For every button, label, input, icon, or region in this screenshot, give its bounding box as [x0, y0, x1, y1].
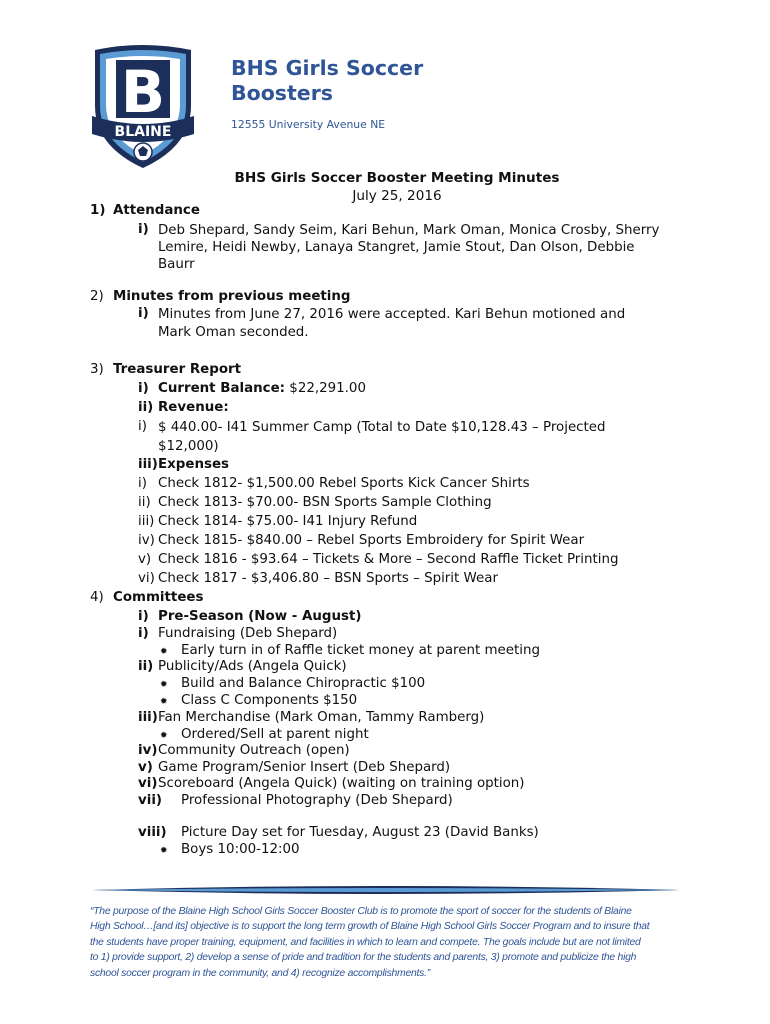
quote-line: to 1) provide support, 2) develop a sense of pride and tradition for the students and parents, 3) promote and publicize the high: [90, 952, 637, 964]
expense-item: Check 1812- $1,500.00 Rebel Sports Kick Cancer Shirts: [158, 476, 530, 491]
expense-number: ii): [138, 495, 151, 510]
quote-line: High School…[and its] objective is to support the long term growth of Blaine High School Girls Soccer Program and to insure that: [90, 921, 650, 933]
section-number: 3): [90, 362, 104, 377]
bullet-icon: ✹: [160, 680, 168, 690]
item-number: iii): [138, 457, 158, 472]
expense-number: v): [138, 552, 152, 567]
org-name: BHS Girls Soccer Boosters: [231, 56, 424, 105]
committee-item: Publicity/Ads (Angela Quick): [158, 659, 347, 674]
section-number: 2): [90, 289, 104, 304]
balance-value: $22,291.00: [289, 381, 366, 396]
item-number: i): [138, 419, 147, 434]
expense-item: Check 1813- $70.00- BSN Sports Sample Clothing: [158, 495, 492, 510]
item-number: i): [138, 306, 149, 321]
section-number: 4): [90, 590, 104, 605]
svg-text:BLAINE: BLAINE: [114, 124, 172, 140]
item-number: ii): [138, 400, 154, 415]
item-number: i): [138, 609, 149, 624]
footer-divider: [92, 881, 680, 899]
revenue-line: $12,000): [158, 439, 219, 454]
committee-item: Fundraising (Deb Shepard): [158, 626, 338, 641]
committee-number: vi): [138, 776, 158, 791]
quote-line: the students have proper training, equipment, and facilities in which to learn and compete. The goals include but are not limited: [90, 936, 641, 948]
section-number: 1): [90, 203, 106, 218]
committee-number: ii): [138, 659, 154, 674]
item-number: i): [138, 222, 149, 237]
committee-number: vii): [138, 793, 163, 808]
bullet-icon: ✹: [160, 697, 168, 707]
document-date: July 25, 2016: [352, 188, 442, 204]
expense-number: iii): [138, 514, 155, 529]
committee-item: Scoreboard (Angela Quick) (waiting on training option): [158, 776, 525, 791]
committee-bullet: Build and Balance Chiropractic $100: [181, 676, 426, 691]
section-heading-treasurer: Treasurer Report: [113, 362, 242, 377]
revenue-line: $ 440.00- I41 Summer Camp (Total to Date $10,128.43 – Projected: [158, 420, 606, 435]
committee-number: v): [138, 760, 153, 775]
expense-item: Check 1815- $840.00 – Rebel Sports Embroidery for Spirit Wear: [158, 533, 585, 548]
mission-quote: [90, 904, 680, 981]
expense-number: i): [138, 476, 147, 491]
quote-line: “The purpose of the Blaine High School Girls Soccer Booster Club is to promote the sport of soccer for the students of Blaine: [90, 906, 632, 917]
committee-number: iii): [138, 710, 158, 725]
attendance-line: Lemire, Heidi Newby, Lanaya Stangret, Jamie Stout, Dan Olson, Debbie: [158, 240, 635, 255]
committee-item: Game Program/Senior Insert (Deb Shepard): [158, 760, 451, 775]
section-heading-attendance: Attendance: [113, 203, 200, 218]
committee-item: Picture Day set for Tuesday, August 23 (David Banks): [181, 825, 539, 840]
committee-item: Community Outreach (open): [158, 743, 350, 758]
minutes-line: Minutes from June 27, 2016 were accepted. Kari Behun motioned and: [158, 307, 626, 322]
svg-text:B: B: [120, 58, 166, 126]
item-number: i): [138, 381, 149, 396]
committee-number: viii): [138, 825, 167, 840]
document-title: BHS Girls Soccer Booster Meeting Minutes: [234, 170, 560, 186]
committee-bullet: Ordered/Sell at parent night: [181, 727, 369, 742]
section-heading-minutes: Minutes from previous meeting: [113, 289, 351, 304]
quote-line: school soccer program in the community, and 4) recognize accomplishments.”: [90, 967, 430, 979]
committee-bullet: Boys 10:00-12:00: [181, 842, 300, 857]
attendance-line: Deb Shepard, Sandy Seim, Kari Behun, Mark Oman, Monica Crosby, Sherry: [158, 223, 660, 238]
bullet-icon: ✹: [160, 731, 168, 741]
blaine-logo: [90, 42, 196, 170]
expense-item: Check 1814- $75.00- I41 Injury Refund: [158, 514, 418, 529]
org-address: 12555 University Avenue NE: [231, 118, 386, 131]
balance-label: Current Balance:: [158, 381, 286, 396]
preseason-label: Pre-Season (Now - August): [158, 609, 362, 624]
section-heading-committees: Committees: [113, 590, 204, 605]
committee-number: i): [138, 626, 149, 641]
expense-number: vi): [138, 571, 155, 586]
committee-item: Professional Photography (Deb Shepard): [181, 793, 453, 808]
bullet-icon: ✹: [160, 647, 168, 657]
expense-item: Check 1816 - $93.64 – Tickets & More – Second Raffle Ticket Printing: [158, 552, 619, 567]
committee-bullet: Class C Components $150: [181, 693, 358, 708]
attendance-line: Baurr: [158, 257, 195, 272]
expenses-label: Expenses: [158, 457, 230, 472]
bullet-icon: ✹: [160, 846, 168, 856]
revenue-label: Revenue:: [158, 400, 229, 415]
current-balance: [158, 381, 366, 396]
minutes-line: Mark Oman seconded.: [158, 325, 309, 340]
expense-number: iv): [138, 533, 155, 548]
committee-number: iv): [138, 743, 158, 758]
committee-item: Fan Merchandise (Mark Oman, Tammy Ramberg): [158, 710, 485, 725]
committee-bullet: Early turn in of Raffle ticket money at parent meeting: [181, 643, 540, 658]
expense-item: Check 1817 - $3,406.80 – BSN Sports – Spirit Wear: [158, 571, 498, 586]
